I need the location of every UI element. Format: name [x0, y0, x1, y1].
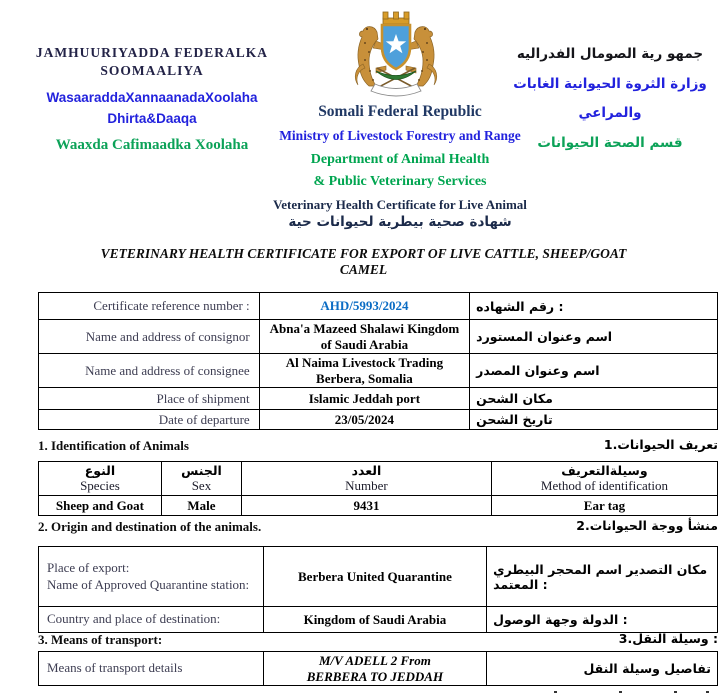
consignor-value: Abna'a Mazeed Shalawi Kingdom of Saudi Arabia	[259, 320, 469, 354]
header-number-arabic: العدد	[351, 463, 382, 478]
transport-details-label: Means of transport details	[39, 652, 264, 686]
row-label-arabic: مكان التصدير اسم المحجر البيطري المعتمد :	[487, 547, 718, 607]
document-title-line2: CAMEL	[339, 262, 388, 278]
origin-destination-table	[38, 546, 718, 633]
table-header-row	[39, 462, 718, 496]
header-sex-english: Sex	[191, 478, 212, 493]
header-sex	[161, 462, 241, 496]
row-label: Certificate reference number :	[39, 293, 260, 320]
species-value: Sheep and Goat	[39, 496, 162, 516]
destination-label: Country and place of destination:	[39, 607, 264, 633]
row-label-arabic: تفاصيل وسيلة النقل	[487, 652, 718, 686]
shield-icon	[382, 25, 410, 69]
table-row	[39, 388, 718, 410]
row-label-arabic: رقم الشهاده :	[470, 293, 718, 320]
row-label-arabic: الدولة وجهة الوصول :	[487, 607, 718, 633]
table-row	[39, 320, 718, 354]
country-name-arabic: جمهو رية الصومال الفدراليه	[516, 46, 704, 62]
row-label: Name and address of consignee	[39, 354, 260, 388]
national-name-somali: JAMHUURIYADDA FEDERALKA SOOMAALIYA	[35, 45, 269, 78]
header-right-arabic	[497, 40, 723, 159]
ministry-name-arabic-line2: والمراعي	[578, 105, 642, 122]
crown-icon	[383, 12, 409, 24]
header-sex-arabic: الجنس	[181, 463, 222, 478]
number-value: 9431	[242, 496, 492, 516]
section-3-title-arabic: 3.وسيلة النقل :	[618, 631, 718, 646]
row-label: Date of departure	[39, 410, 260, 430]
table-row	[39, 496, 718, 516]
table-row	[39, 547, 718, 607]
department-name-arabic: قسم الصحة الحيوانات	[537, 135, 683, 152]
certificate-subtitle-arabic: شهادة صحية بيطرية لحيوانات حية	[288, 214, 512, 231]
ministry-name: Ministry of Livestock Forestry and Range	[279, 127, 521, 143]
header-method-english: Method of identification	[540, 478, 668, 493]
table-row	[39, 293, 718, 320]
certificate-details-table	[38, 292, 718, 430]
method-value: Ear tag	[491, 496, 717, 516]
table-row	[39, 354, 718, 388]
date-of-departure-value: 23/05/2024	[259, 410, 469, 430]
ministry-name-arabic-line1: وزارة الثروة الحيوانية الغابات	[513, 75, 707, 92]
vessel-value	[263, 652, 486, 686]
place-of-export-label-line1: Place of export:	[47, 560, 130, 576]
place-of-export-label	[39, 547, 264, 607]
destination-value: Kingdom of Saudi Arabia	[263, 607, 486, 633]
header-species-english: Species	[80, 478, 120, 493]
consignee-value: Al Naima Livestock Trading Berbera, Somalia	[259, 354, 469, 388]
row-label: Name and address of consignor	[39, 320, 260, 354]
ministry-name-somali: WasaaraddaXannaanadaXoolaha Dhirta&Daaqa	[46, 90, 258, 127]
section-2-title: 2. Origin and destination of the animals.	[38, 519, 262, 534]
section-3-header	[38, 632, 718, 648]
header-species-arabic: النوع	[84, 463, 116, 478]
department-name-somali: Waaxda Cafimaadka Xoolaha	[55, 136, 249, 153]
table-row	[39, 607, 718, 633]
country-name: Somali Federal Republic	[318, 103, 482, 120]
sex-value: Male	[161, 496, 241, 516]
row-label-arabic: اسم وعنوان المستورد	[470, 320, 718, 354]
header-number	[242, 462, 492, 496]
row-label-arabic: مكان الشحن	[470, 388, 718, 410]
section-3-title: 3. Means of transport:	[38, 632, 163, 647]
palm-leaves-icon	[376, 71, 416, 80]
place-of-shipment-value: Islamic Jeddah port	[259, 388, 469, 410]
place-of-export-label-line2: Name of Approved Quarantine station:	[47, 576, 250, 592]
transport-table	[38, 651, 718, 686]
header-species	[39, 462, 162, 496]
row-label-arabic: تاريخ الشحن	[470, 410, 718, 430]
section-1-title-arabic: 1.تعريف الحيوانات	[603, 437, 718, 452]
table-row	[39, 652, 718, 686]
section-2-header	[38, 519, 718, 535]
header-method	[491, 462, 717, 496]
section-1-title: 1. Identification of Animals	[38, 438, 189, 453]
certificate-reference-number: AHD/5993/2024	[259, 293, 469, 320]
document-title-line1: VETERINARY HEALTH CERTIFICATE FOR EXPORT OF LIVE CATTLE, SHEEP/GOAT	[100, 246, 627, 261]
header-method-arabic: وسيلةالتعريف	[561, 463, 648, 478]
somali-coat-of-arms-icon	[343, 8, 449, 102]
section-2-title-arabic: 2.منشأ ووجة الحيوانات	[576, 518, 718, 533]
row-label-arabic: اسم وعنوان المصدر	[470, 354, 718, 388]
animal-identification-table	[38, 461, 718, 516]
header-number-english: Number	[345, 478, 388, 493]
quarantine-station-value: Berbera United Quarantine	[263, 547, 486, 607]
vessel-value-line1: M/V ADELL 2 From	[319, 653, 431, 668]
header-left-somali	[18, 44, 286, 154]
certificate-subtitle: Veterinary Health Certificate for Live Animal	[273, 197, 527, 213]
ribbon-icon	[371, 84, 421, 96]
section-1-header	[38, 438, 718, 454]
document-title	[0, 246, 727, 278]
table-row	[39, 410, 718, 430]
row-label: Place of shipment	[39, 388, 260, 410]
vessel-value-line2: BERBERA TO JEDDAH	[306, 668, 444, 684]
department-line2: & Public Veterinary Services	[313, 173, 487, 189]
department-line1: Department of Animal Health	[310, 152, 490, 167]
